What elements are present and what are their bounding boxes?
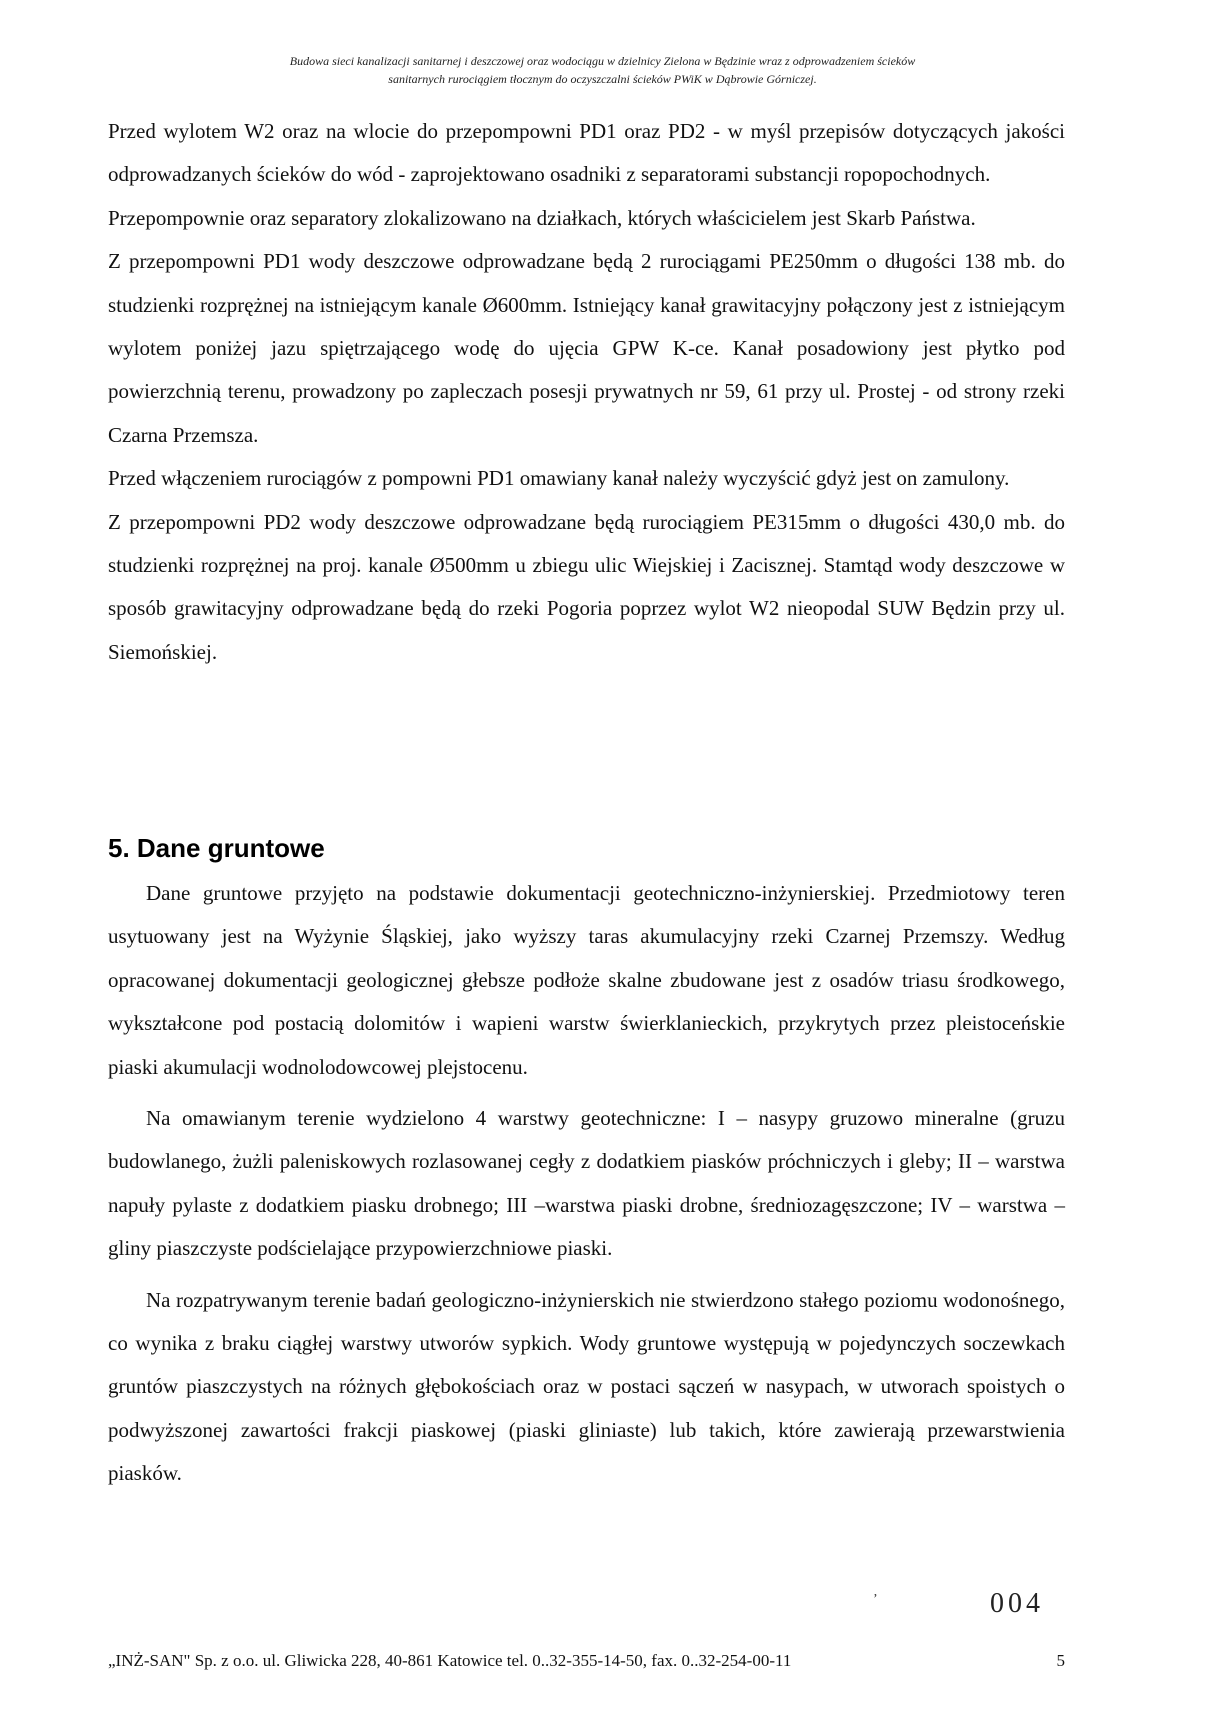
paragraph-pd1: Z przepompowni PD1 wody deszczowe odprowadzane będą 2 rurociągami PE250mm o długości 138 mb. do studzienki rozprężnej na istniejącym kanale Ø600mm. Istniejący kanał grawitacyjny połączony jest z istniejącym wylotem poniżej jazu spiętrzającego wodę do ujęcia GPW K-ce. Kanał posadowiony jest płytko pod powierzchnią terenu, prowadzony po zapleczach posesji prywatnych nr 59, 61 przy ul. Prostej - od strony rzeki Czarna Przemsza.	[108, 249, 1065, 447]
section-heading: 5. Dane gruntowe	[108, 833, 325, 863]
running-header	[120, 52, 1085, 88]
paragraph-wody-gruntowe: Na rozpatrywanym terenie badań geologiczno-inżynierskich nie stwierdzono stałego poziomu wodonośnego, co wynika z braku ciągłej warstwy utworów sypkich. Wody gruntowe występują w pojedynczych soczewkach gruntów piaszczystych na różnych głębokościach oraz w postaci sączeń w nasypach, w utworach spoistych o podwyższonej zawartości frakcji piaskowej (piaski gliniaste) lub takich, które zawierają przewarstwienia piasków.	[108, 1287, 1065, 1486]
paragraph-osadniki: Przed wylotem W2 oraz na wlocie do przepompowni PD1 oraz PD2 - w myśl przepisów dotyczących jakości odprowadzanych ścieków do wód - zaprojektowano osadniki z separatorami substancji ropopochodnych.	[108, 119, 1065, 187]
body-text-section	[108, 872, 1065, 1496]
header-line-1: Budowa sieci kanalizacji sanitarnej i deszczowej oraz wodociągu w dzielnicy Zielona w Będzinie wraz z odprowadzeniem ścieków	[289, 54, 916, 68]
body-text-top	[108, 110, 1065, 674]
page-number: 5	[1056, 1651, 1065, 1670]
paragraph-lokalizacja: Przepompownie oraz separatory zlokalizowano na działkach, których właścicielem jest Skarb Państwa.	[108, 205, 976, 230]
paragraph-warstwy: Na omawianym terenie wydzielono 4 warstwy geotechniczne: I – nasypy gruzowo mineralne (gruzu budowlanego, żużli paleniskowych rozlasowanej cegły z dodatkiem piasków próchniczych i gleby; II – warstwa napuły pylaste z dodatkiem piasku drobnego; III –warstwa piaski drobne, średniozagęszczone; IV – warstwa – gliny piaszczyste podścielające przypowierzchniowe piaski.	[108, 1106, 1065, 1261]
paragraph-pd2: Z przepompowni PD2 wody deszczowe odprowadzane będą rurociągiem PE315mm o długości 430,0 mb. do studzienki rozprężnej na proj. kanale Ø500mm u zbiegu ulic Wiejskiej i Zacisznej. Stamtąd wody deszczowe w sposób grawitacyjny odprowadzane będą do rzeki Pogoria poprzez wylot W2 nieopodal SUW Będzin przy ul. Siemońskiej.	[108, 509, 1065, 664]
header-line-2: sanitarnych rurociągiem tłocznym do oczyszczalni ścieków PWiK w Dąbrowie Górniczej.	[388, 72, 817, 86]
paragraph-czyszczenie: Przed włączeniem rurociągów z pompowni PD1 omawiany kanał należy wyczyścić gdyż jest on zamulony.	[108, 466, 1010, 491]
footer-company: „INŻ-SAN" Sp. z o.o. ul. Gliwicka 228, 40-861 Katowice tel. 0..32-355-14-50, fax. 0..32-254-00-11	[108, 1651, 792, 1670]
paragraph-dane-gruntowe: Dane gruntowe przyjęto na podstawie dokumentacji geotechniczno-inżynierskiej. Przedmiotowy teren usytuowany jest na Wyżynie Śląskiej, jako wyższy taras akumulacyjny rzeki Czarnej Przemszy. Według opracowanej dokumentacji geologicznej głebsze podłoże skalne zbudowane jest z osadów triasu środkowego, wykształcone pod postacią dolomitów i wapieni warstw świerklanieckich, przykrytych przez pleistoceńskie piaski akumulacji wodnolodowcowej plejstocenu.	[108, 881, 1065, 1079]
sheet-number-stamp: 004	[990, 1588, 1044, 1619]
stamp-dot: ʼ	[873, 1592, 878, 1607]
